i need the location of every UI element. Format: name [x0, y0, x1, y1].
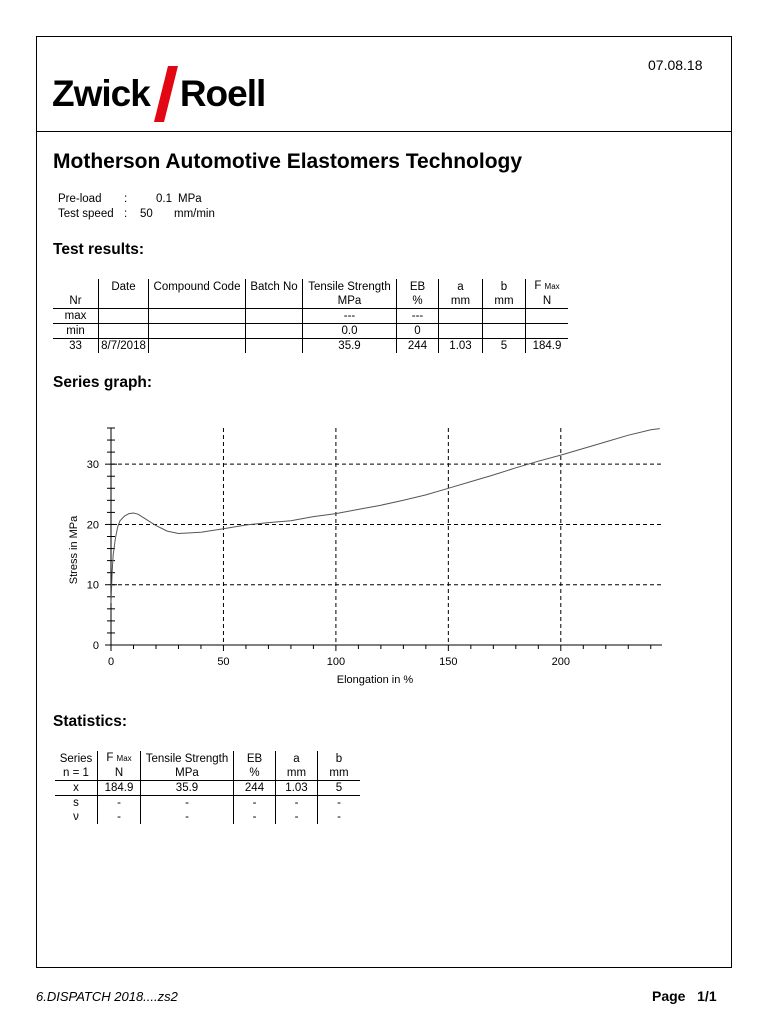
x-tick-label: 150 [439, 656, 458, 668]
cell-date: 8/7/2018 [99, 339, 149, 354]
cell-date [99, 309, 149, 324]
cell-tensile: 0.0 [303, 324, 397, 339]
stat-label: ν [73, 811, 79, 823]
header-b: b [318, 751, 361, 766]
stat-label: x [55, 781, 98, 796]
statistics-table [55, 751, 360, 824]
header-b-unit: mm [318, 766, 361, 781]
header-b: b [483, 279, 526, 294]
cell-batch [246, 339, 303, 354]
zwick-roell-logo [52, 72, 265, 116]
header-n: n = 1 [55, 766, 98, 781]
cell-a: 1.03 [276, 781, 318, 796]
cell-a: 1.03 [439, 339, 483, 354]
cell-nr: 33 [69, 340, 82, 352]
header-fmax-unit: N [526, 294, 569, 309]
section-test-results: Test results: [53, 241, 145, 258]
cell-compound [149, 339, 246, 354]
table-row [55, 796, 360, 811]
param-unit: mm/min [174, 208, 215, 220]
param-colon: : [124, 208, 128, 220]
cell-batch [246, 324, 303, 339]
cell-fmax [526, 309, 569, 324]
cell-eb: 0 [397, 324, 439, 339]
header-nr: Nr [53, 294, 99, 309]
cell-a: - [276, 796, 318, 811]
cell-eb: 244 [397, 339, 439, 354]
report-date: 07.08.18 [648, 57, 703, 73]
fmax-sub: Max [544, 282, 560, 291]
header-cell [149, 294, 246, 309]
param-preload [58, 192, 215, 207]
table-row [53, 324, 568, 339]
y-tick-label: 20 [86, 519, 99, 532]
series-graph-chart [0, 410, 768, 710]
header-fmax-unit: N [98, 766, 141, 781]
cell-batch [246, 309, 303, 324]
header-cell [99, 294, 149, 309]
cell-eb: - [234, 796, 276, 811]
fmax-symbol: F [106, 752, 114, 764]
param-unit: MPa [178, 193, 202, 205]
cell-fmax: - [98, 810, 141, 824]
cell-a [439, 309, 483, 324]
cell-compound [149, 309, 246, 324]
header-eb-unit: % [234, 766, 276, 781]
logo-right-text: Roell [179, 73, 266, 114]
param-colon: : [124, 193, 128, 205]
header-fmax [526, 279, 569, 294]
cell-fmax: 184.9 [98, 781, 141, 796]
header-a: a [439, 279, 483, 294]
cell-tensile: - [141, 796, 234, 811]
cell-tensile: 35.9 [141, 781, 234, 796]
header-a-unit: mm [439, 294, 483, 309]
param-value: 50 [140, 208, 153, 220]
logo-slash-icon [154, 66, 178, 122]
stress-strain-series [111, 429, 660, 603]
x-axis-title: Elongation in % [336, 674, 414, 686]
fmax-symbol: F [534, 280, 542, 292]
x-tick-label: 50 [217, 656, 230, 668]
cell-fmax [526, 324, 569, 339]
stats-header-row-1 [55, 751, 360, 766]
chart-ticks [105, 428, 651, 651]
fmax-sub: Max [116, 754, 132, 763]
header-cell [53, 279, 99, 294]
y-tick-label: 10 [86, 579, 99, 592]
results-table [53, 279, 568, 353]
logo-left-text: Zwick [52, 73, 150, 114]
param-label: Test speed [58, 208, 114, 220]
header-eb-unit: % [397, 294, 439, 309]
header-a-unit: mm [276, 766, 318, 781]
cell-eb: 244 [234, 781, 276, 796]
x-tick-label: 100 [326, 656, 346, 668]
cell-b: 5 [483, 339, 526, 354]
chart-tick-labels [87, 459, 570, 668]
cell-tensile: 35.9 [303, 339, 397, 354]
header-eb: EB [397, 279, 439, 294]
cell-compound [149, 324, 246, 339]
section-statistics: Statistics: [53, 713, 128, 730]
header-a: a [276, 751, 318, 766]
report-title: Motherson Automotive Elastomers Technology [53, 150, 523, 173]
page-label: Page [652, 988, 686, 1004]
cell-fmax: - [98, 796, 141, 811]
table-row [55, 781, 360, 796]
results-header-row-2 [53, 294, 568, 309]
cell-eb: --- [397, 309, 439, 324]
cell-b [483, 309, 526, 324]
table-row [55, 810, 360, 824]
header-tensile: Tensile Strength [303, 279, 397, 294]
y-tick-label: 0 [92, 640, 99, 652]
cell-tensile: --- [303, 309, 397, 324]
cell-b: 5 [318, 781, 361, 796]
stats-header-row-2 [55, 766, 360, 781]
y-tick-label: 30 [86, 459, 99, 472]
page-value: 1/1 [697, 988, 717, 1004]
header-batch: Batch No [246, 279, 303, 294]
param-value: 0.1 [156, 193, 172, 205]
header-tensile-unit: MPa [141, 766, 234, 781]
x-tick-label: 0 [107, 656, 115, 668]
section-series-graph: Series graph: [53, 374, 153, 391]
param-label: Pre-load [58, 193, 102, 205]
footer-filename: 6.DISPATCH 2018....zs2 [36, 989, 178, 1004]
cell-b: - [318, 810, 361, 824]
header-separator [36, 131, 732, 132]
cell-nr: max [53, 309, 99, 324]
footer-page-number [652, 988, 717, 1004]
cell-eb: - [234, 810, 276, 824]
cell-b [483, 324, 526, 339]
cell-a [439, 324, 483, 339]
chart-grid [111, 428, 662, 645]
stat-label: s [73, 797, 79, 809]
header-eb: EB [234, 751, 276, 766]
cell-b: - [318, 796, 361, 811]
table-row [53, 309, 568, 324]
results-header-row-1 [53, 279, 568, 294]
header-tensile: Tensile Strength [141, 751, 234, 766]
header-b-unit: mm [483, 294, 526, 309]
table-row [53, 339, 568, 354]
header-compound: Compound Code [149, 279, 246, 294]
test-parameters [58, 192, 215, 222]
header-tensile-unit: MPa [303, 294, 397, 309]
cell-fmax: 184.9 [526, 339, 569, 354]
header-series: Series [59, 752, 93, 765]
header-cell [246, 294, 303, 309]
cell-date [99, 324, 149, 339]
header-fmax [98, 751, 141, 766]
cell-a: - [276, 810, 318, 824]
cell-nr: min [53, 324, 99, 339]
param-test-speed [58, 207, 215, 222]
x-tick-label: 200 [551, 656, 570, 668]
header-date: Date [99, 279, 149, 294]
cell-tensile: - [141, 810, 234, 824]
chart-axes [111, 428, 662, 645]
y-axis-title: Stress in MPa [68, 515, 80, 585]
